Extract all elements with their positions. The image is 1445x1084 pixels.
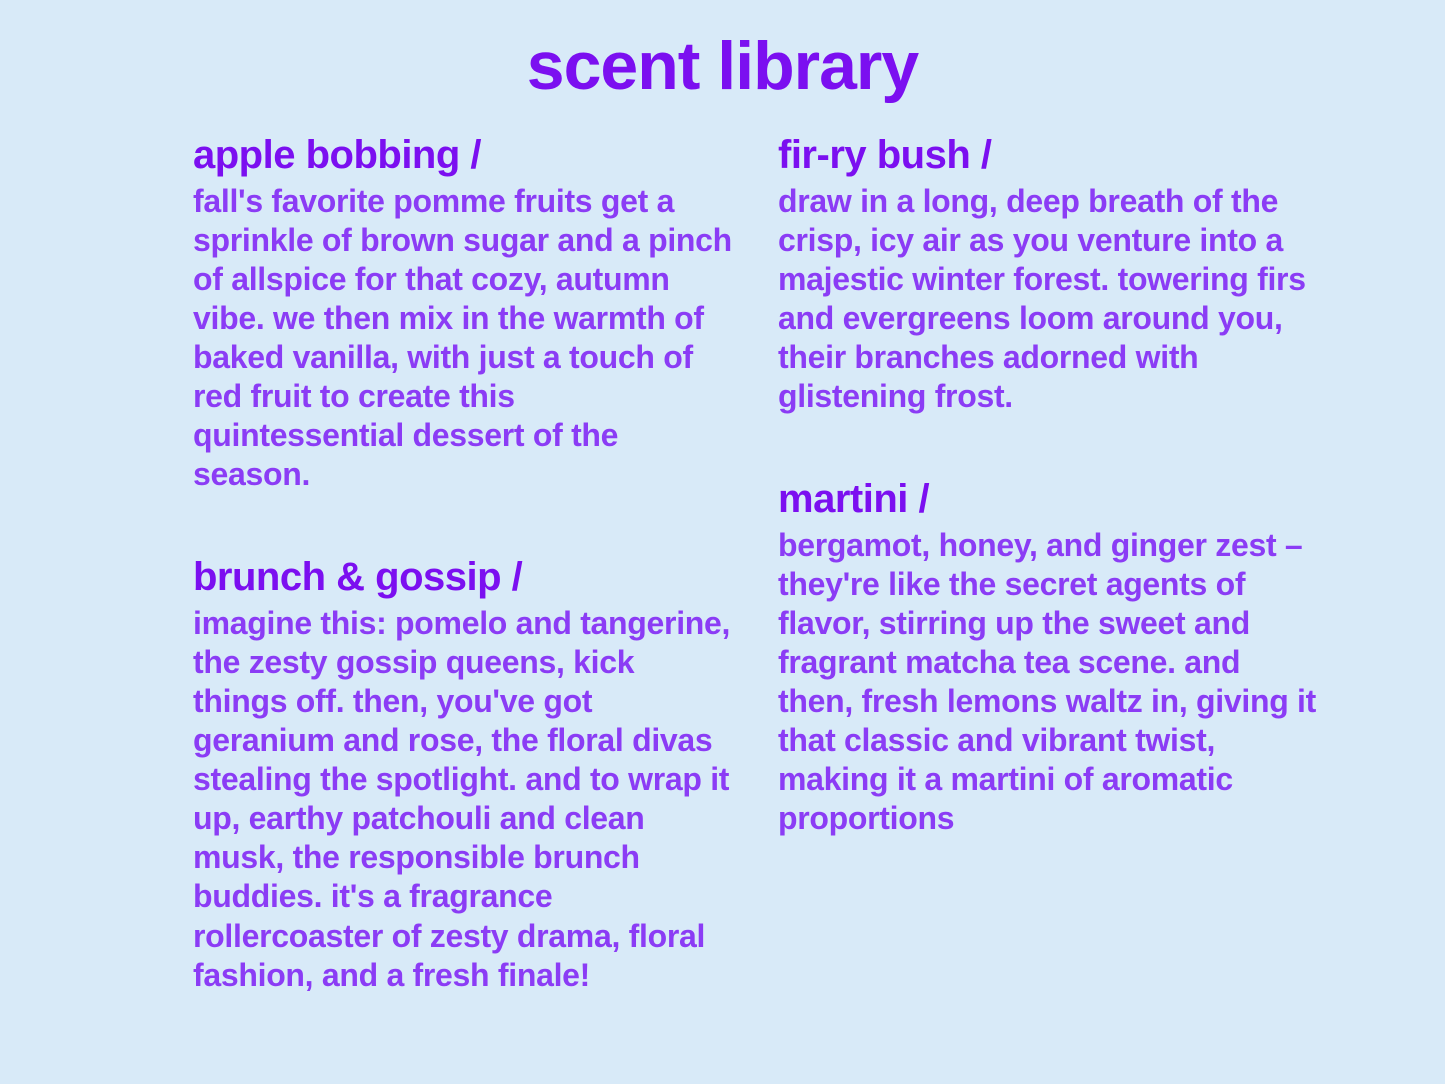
scent-entry-description: imagine this: pomelo and tangerine, the zesty gossip queens, kick things off. then, you've got geranium and rose, the floral divas stealing the spotlight. and to wrap it up, earthy patchouli and clean musk, the responsible brunch buddies. it's a fragrance rollercoaster of zesty drama, floral fashion, and a fresh finale! — [193, 605, 731, 993]
scent-entry-name: martini / — [778, 477, 930, 522]
scent-entries-grid — [0, 100, 1445, 1017]
scent-entry-brunch-gossip — [193, 556, 733, 994]
scent-entry-description: fall's favorite pomme fruits get a sprinkle of brown sugar and a pinch of allspice for that cozy, autumn vibe. we then mix in the warmth of baked vanilla, with just a touch of red fruit to create this quintessential dessert of the season. — [193, 183, 732, 493]
scent-entry-name: apple bobbing / — [193, 133, 482, 177]
scent-entry-fir-ry-bush — [778, 134, 1338, 416]
scent-entry-name: fir-ry bush / — [778, 133, 992, 177]
entries-column-left — [193, 134, 773, 1017]
page-title: scent library — [526, 28, 919, 104]
scent-entry-name: brunch & gossip / — [193, 555, 523, 600]
scent-entry-apple-bobbing — [193, 134, 733, 494]
scent-entry-description: bergamot, honey, and ginger zest – they're like the secret agents of flavor, stirring up the sweet and fragrant matcha tea scene. and then, fresh lemons waltz in, giving it that classic and vibrant twist, making it a martini of aromatic proportions — [778, 527, 1316, 837]
entries-column-right — [778, 134, 1358, 1017]
scent-entry-description: draw in a long, deep breath of the crisp, icy air as you venture into a majestic winter forest. towering firs and evergreens loom around you, their branches adorned with glistening frost. — [778, 183, 1306, 415]
scent-entry-martini — [778, 478, 1338, 838]
